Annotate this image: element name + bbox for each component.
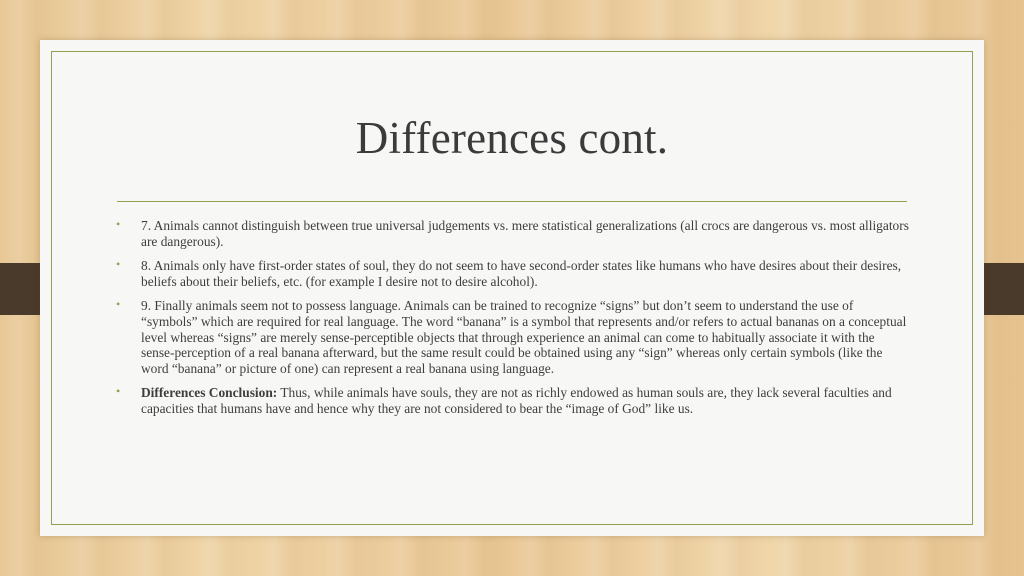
title-divider xyxy=(117,201,907,202)
slide xyxy=(40,40,984,536)
bullet-icon: • xyxy=(116,217,121,231)
bullet-text: 7. Animals cannot distinguish between true universal judgements vs. mere statistical generalizations (all crocs are dangerous vs. most alligators are dangerous). xyxy=(141,218,909,249)
bullet-list xyxy=(116,217,911,426)
bullet-icon: • xyxy=(116,384,121,399)
slide-title: Differences cont. xyxy=(355,113,669,163)
bullet-icon: • xyxy=(116,257,121,272)
bullet-icon: • xyxy=(116,297,121,312)
bullet-item-9 xyxy=(116,297,911,376)
conclusion-label: Differences Conclusion: xyxy=(141,385,278,401)
bullet-item-conclusion xyxy=(116,384,911,416)
bullet-text: 9. Finally animals seem not to possess language. Animals can be trained to recognize “signs” but don’t seem to understand the use of “symbols” which are required for real language. The word “banana” is a symbol that represents and/or refers to actual bananas on a conceptual level whereas “signs” are merely sense-perceptible objects that through experience an animal can come to habitually associate it with the sense-perception of a real banana afterward, but the same result could be obtained using any “sign” whereas only certain symbols (like the word “banana” or picture of one) can represent a real banana using language. xyxy=(141,298,907,376)
bullet-item-7 xyxy=(116,217,911,249)
bullet-text: 8. Animals only have first-order states of soul, they do not seem to have second-order states like humans who have desires about their desires, beliefs about their beliefs, etc. (for example I desire not to desire alcohol). xyxy=(141,258,902,289)
bullet-text: Thus, while animals have souls, they are not as richly endowed as human souls are, they lack several faculties and capacities that humans have and hence why they are not considered to bear the “image of God” like us. xyxy=(141,385,892,416)
bullet-item-8 xyxy=(116,257,911,289)
